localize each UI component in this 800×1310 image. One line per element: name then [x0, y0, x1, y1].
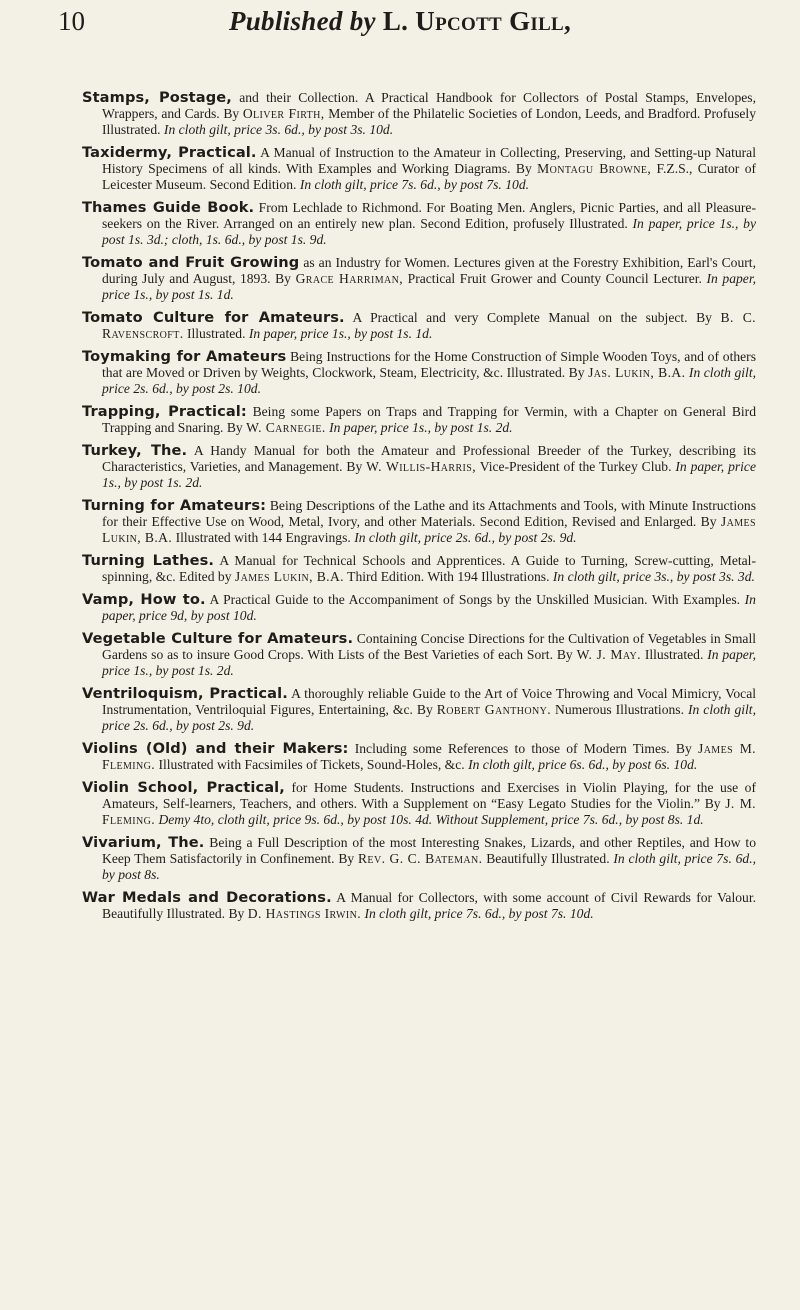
entry-description-cont: Illustrated. [186, 326, 246, 341]
entry-price: In paper, price 1s., by post 1s. 3d.; cloth, 1s. 6d., by post 1s. 9d. [102, 216, 756, 247]
entry-price: In cloth gilt, price 7s. 6d., by post 7s. 10d. [364, 906, 594, 921]
catalogue-entry [82, 592, 756, 624]
catalogue-entry [82, 145, 756, 193]
entry-author: Robert Ganthony. [436, 702, 552, 717]
entry-headword: Thames Guide Book. [82, 199, 255, 216]
entry-author: Rev. G. C. Bateman. [357, 851, 483, 866]
entry-price: In paper, price 1s., by post 1s. 2d. [329, 420, 513, 435]
entry-headword: Vamp, How to. [82, 591, 206, 608]
entry-description: A Manual for Collectors, with some account of Civil Rewards for Valour. Beautifully Illustrated. By [102, 890, 756, 921]
entry-headword: Tomato Culture for Amateurs. [82, 309, 345, 326]
entry-headword: Violin School, Practical, [82, 779, 285, 796]
entry-description: A thoroughly reliable Guide to the Art of Voice Throwing and Vocal Mimicry, Vocal Instrumentation, Ventriloquial Figures, Entertaining, &c. By [102, 686, 756, 717]
catalogue-entries [82, 90, 756, 929]
entry-headword: Vegetable Culture for Amateurs. [82, 630, 354, 647]
entry-headword: Taxidermy, Practical. [82, 144, 257, 161]
entry-description-cont: Member of the Philatelic Societies of London, Leeds, and Bradford. Profusely Illustrated. [102, 106, 757, 137]
catalogue-entry [82, 200, 756, 248]
entry-price: In paper, price 1s., by post 1s. 1d. [248, 326, 433, 341]
catalogue-entry [82, 310, 756, 342]
entry-description-cont: Beautifully Illustrated. [486, 851, 610, 866]
entry-price: In paper, price 1s., by post 1s. 1d. [102, 271, 757, 302]
entry-price: In cloth gilt, price 2s. 6d., by post 2s. 9d. [354, 530, 577, 545]
entry-author: Grace Harriman, [295, 271, 404, 286]
entry-headword: Violins (Old) and their Makers: [82, 740, 349, 757]
entry-author: Jas. Lukin, B.A. [588, 365, 686, 380]
entry-author: James Lukin, B.A. [102, 514, 756, 545]
entry-headword: Stamps, Postage, [82, 89, 232, 106]
entry-headword: Turkey, The. [82, 442, 188, 459]
catalogue-entry [82, 835, 756, 883]
catalogue-entry [82, 780, 756, 828]
entry-description-cont: Numerous Illustrations. [555, 702, 684, 717]
entry-price: In cloth gilt, price 3s. 6d., by post 3s. 10d. [163, 122, 394, 137]
entry-description: A Handy Manual for both the Amateur and Professional Breeder of the Turkey, describing its Characteristics, Varieties, and Management. By [102, 443, 757, 474]
catalogue-entry [82, 686, 756, 734]
entry-description-cont: Illustrated. [644, 647, 704, 662]
entry-headword: Trapping, Practical: [82, 403, 247, 420]
entry-price: In paper, price 9d, by post 10d. [102, 592, 756, 623]
entry-price: In cloth gilt, price 2s. 6d., by post 2s. 9d. [102, 702, 756, 733]
entry-price: In cloth gilt, price 3s., by post 3s. 3d. [552, 569, 755, 584]
entry-headword: Tomato and Fruit Growing [82, 254, 300, 271]
entry-description: Being Instructions for the Home Construction of Simple Wooden Toys, and of others that are Moved or Driven by Weights, Clockwork, Steam, Electricity, &c. Illustrated. By [102, 349, 756, 380]
entry-description-cont: Practical Fruit Grower and County Council Lecturer. [407, 271, 702, 286]
entry-description: and their Collection. A Practical Handbook for Collectors of Postal Stamps, Envelopes, Wrappers, and Cards. By [102, 90, 756, 121]
catalogue-entry [82, 443, 756, 491]
entry-price: In cloth gilt, price 7s. 6d., by post 7s. 10d. [299, 177, 530, 192]
entry-headword: Ventriloquism, Practical. [82, 685, 288, 702]
entry-price: In paper, price 1s., by post 1s. 2d. [102, 647, 756, 678]
entry-description-cont: Vice-President of the Turkey Club. [479, 459, 672, 474]
entry-headword: War Medals and Decorations. [82, 889, 332, 906]
running-title-italic: Published by [228, 6, 376, 36]
catalogue-entry [82, 90, 756, 138]
entry-description-cont: F.Z.S., Curator of Leicester Museum. Second Edition. [102, 161, 757, 192]
catalogue-entry [82, 349, 756, 397]
page-header [0, 0, 800, 40]
catalogue-entry [82, 741, 756, 773]
entry-headword: Toymaking for Amateurs [82, 348, 287, 365]
entry-description: for Home Students. Instructions and Exercises in Violin Playing, for the use of Amateurs, Self-learners, Teachers, and others. With a Supplement on “Easy Legato Studies for the Violin.” By [102, 780, 756, 811]
entry-description: Containing Concise Directions for the Cultivation of Vegetables in Small Gardens so as to insure Good Crops. With Lists of the Best Varieties of each Sort. By [102, 631, 756, 662]
entry-author: W. Willis-Harris, [366, 459, 477, 474]
catalogue-entry [82, 553, 756, 585]
entry-description: Being some Papers on Traps and Trapping for Vermin, with a Chapter on General Bird Trapping and Snaring. By [102, 404, 756, 435]
entry-price: In cloth gilt, price 7s. 6d., by post 8s. [102, 851, 756, 882]
entry-author: Montagu Browne, [537, 161, 652, 176]
entry-description: From Lechlade to Richmond. For Boating Men. Anglers, Picnic Parties, and all Pleasure-seekers on the River. Arranged on an entirely new plan. Second Edition, profusely Illustrated. [102, 200, 756, 231]
entry-author: James M. Fleming. [102, 741, 756, 772]
entry-description-cont: Illustrated with Facsimiles of Tickets, Sound-Holes, &c. [158, 757, 465, 772]
entry-description: A Manual for Technical Schools and Apprentices. A Guide to Turning, Screw-cutting, Metal-spinning, &c. Edited by [102, 553, 756, 584]
entry-author: B. C. Ravenscroft. [102, 310, 756, 341]
entry-author: W. Carnegie. [246, 420, 326, 435]
entry-author: J. M. Fleming. [102, 796, 756, 827]
entry-description: Including some References to those of Modern Times. By [354, 741, 692, 756]
entry-price: Demy 4to, cloth gilt, price 9s. 6d., by post 10s. 4d. Without Supplement, price 7s. 6d., by post 8s. 1d. [158, 812, 704, 827]
page-number: 10 [58, 6, 85, 36]
entry-author: Oliver Firth, [242, 106, 325, 121]
entry-headword: Vivarium, The. [82, 834, 205, 851]
entry-author: D. Hastings Irwin. [247, 906, 362, 921]
entry-description: Being a Full Description of the most Interesting Snakes, Lizards, and other Reptiles, and How to Keep Them Satisfactorily in Confinement. By [102, 835, 756, 866]
entry-author: James Lukin, B.A. [234, 569, 344, 584]
catalogue-entry [82, 498, 756, 546]
catalogue-entry [82, 890, 756, 922]
entry-description: A Practical and very Complete Manual on the subject. By [352, 310, 712, 325]
entry-description: A Practical Guide to the Accompaniment of Songs by the Unskilled Musician. With Examples. [209, 592, 741, 607]
entry-description: as an Industry for Women. Lectures given at the Forestry Exhibition, Earl's Court, during July and August, 1893. By [102, 255, 756, 286]
entry-description-cont: Illustrated with 144 Engravings. [175, 530, 351, 545]
entry-price: In paper, price 1s., by post 1s. 2d. [102, 459, 756, 490]
publisher-name: L. Upcott Gill, [382, 6, 572, 36]
entry-description-cont: Third Edition. With 194 Illustrations. [347, 569, 550, 584]
entry-author: W. J. May. [576, 647, 641, 662]
catalogue-entry [82, 255, 756, 303]
catalogue-entry [82, 404, 756, 436]
entry-headword: Turning Lathes. [82, 552, 215, 569]
entry-description: Being Descriptions of the Lathe and its Attachments and Tools, with Minute Instructions for their Effective Use on Wood, Metal, Ivory, and other Materials. Second Edition, Revised and Enlarged. By [102, 498, 756, 529]
entry-price: In cloth gilt, price 2s. 6d., by post 2s. 10d. [102, 365, 757, 396]
running-title [0, 6, 800, 37]
entry-headword: Turning for Amateurs: [82, 497, 267, 514]
entry-price: In cloth gilt, price 6s. 6d., by post 6s. 10d. [468, 757, 698, 772]
entry-description: A Manual of Instruction to the Amateur in Collecting, Preserving, and Setting-up Natural History Specimens of all kinds. With Examples and Working Diagrams. By [102, 145, 756, 176]
catalogue-entry [82, 631, 756, 679]
